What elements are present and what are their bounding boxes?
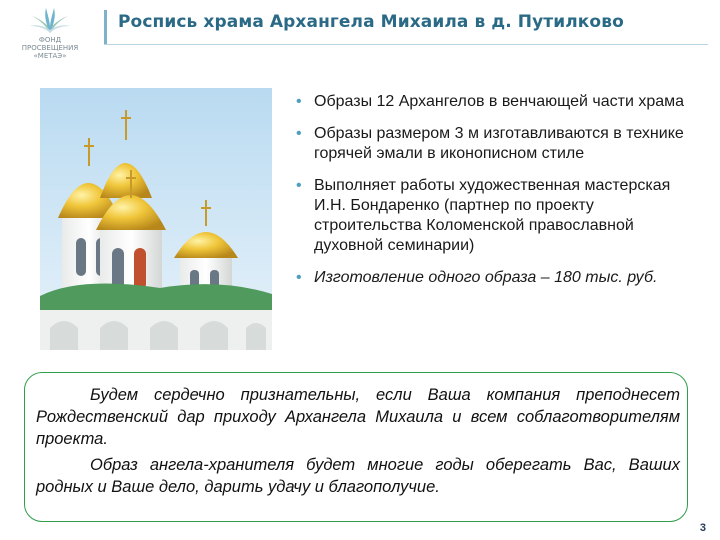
- bullet-item: [286, 92, 706, 112]
- bullet-dot-icon: •: [296, 269, 302, 286]
- bullet-list: [286, 92, 706, 300]
- church-photo: [40, 88, 272, 350]
- bullet-dot-icon: •: [296, 177, 302, 194]
- logo-line1: ФОНД: [38, 36, 62, 44]
- bullet-dot-icon: •: [296, 93, 302, 110]
- header-divider: [104, 44, 708, 45]
- appeal-text-1: Будем сердечно признательны, если Ваша компания преподнесет Рождественский дар приходу Архангела Михаила и всем соблаготворителям проекта.: [36, 386, 680, 448]
- page-number: 3: [699, 522, 706, 534]
- appeal-paragraph-1: [36, 384, 680, 450]
- bullet-text: Образы 12 Архангелов в венчающей части храма: [314, 93, 685, 110]
- bullet-item: [286, 176, 706, 256]
- appeal-text-2: Образ ангела-хранителя будет многие годы оберегать Вас, Ваших родных и Ваше дело, дарить удачу и благополучие.: [36, 456, 680, 496]
- bullet-text: Образы размером 3 м изготавливаются в технике горячей эмали в иконописном стиле: [314, 125, 684, 162]
- logo-emblem-icon: [28, 6, 72, 36]
- bullet-dot-icon: •: [296, 125, 302, 142]
- bullet-item: [286, 124, 706, 164]
- bullet-text: Выполняет работы художественная мастерская И.Н. Бондаренко (партнер по проекту строительства Коломенской православной духовной семинарии): [314, 177, 671, 254]
- foundation-logo: [10, 6, 90, 64]
- logo-line2: ПРОСВЕЩЕНИЯ: [21, 44, 79, 52]
- appeal-paragraph-2: [36, 454, 680, 498]
- slide-title: Роспись храма Архангела Михаила в д. Путилково: [118, 12, 624, 32]
- bullet-text: Изготовление одного образа – 180 тыс. руб.: [314, 269, 658, 286]
- bullet-item: [286, 268, 706, 288]
- logo-line3: «МЕТАЭ»: [33, 52, 67, 60]
- title-accent-bar: [104, 10, 107, 44]
